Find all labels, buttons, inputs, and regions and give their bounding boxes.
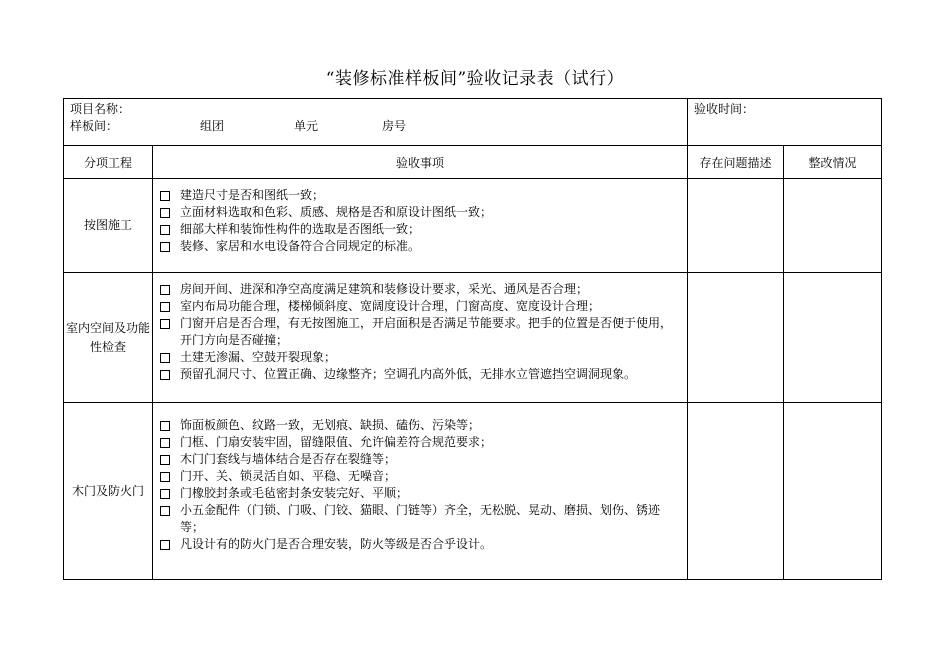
acceptance-time-label: 验收时间： [694,102,755,116]
checkbox-icon[interactable] [160,302,170,312]
checkbox-icon[interactable] [160,540,170,550]
group-label: 组团 [200,119,225,133]
unit-label: 单元 [294,119,319,133]
rectification-cell[interactable] [784,403,882,580]
checklist-item[interactable]: 门框、门扇安装牢固，留缝限值、允许偏差符合规范要求； [159,434,683,451]
checklist-item[interactable]: 饰面板颜色、纹路一致，无划痕、缺损、磕伤、污染等； [159,417,683,434]
checkbox-icon[interactable] [160,455,170,465]
form-title: “装修标准样板间”验收记录表（试行） [325,69,625,89]
rectification-cell[interactable] [784,273,882,403]
rectification-cell[interactable] [784,179,882,273]
checklist-item[interactable]: 预留孔洞尺寸、位置正确、边缘整齐；空调孔内高外低，无排水立管遮挡空调洞现象。 [159,366,683,383]
checkbox-icon[interactable] [160,489,170,499]
items-cell [153,179,688,273]
checkbox-icon[interactable] [160,285,170,295]
room-label: 房号 [382,119,407,133]
problems-cell[interactable] [688,403,784,580]
column-header-problems: 存在问题描述 [688,146,784,179]
column-header-rectification: 整改情况 [784,146,882,179]
acceptance-time-cell [688,99,882,146]
checkbox-icon[interactable] [160,506,170,516]
checklist-item[interactable]: 土建无渗漏、空鼓开裂现象； [159,349,683,366]
items-cell [153,403,688,580]
checkbox-icon[interactable] [160,191,170,201]
header-row [64,99,882,146]
checklist-item[interactable]: 门窗开启是否合理，有无按图施工，开启面积是否满足节能要求。把手的位置是否便于使用，开门方向是否碰撞； [159,315,683,349]
checklist-item[interactable]: 木门门套线与墙体结合是否存在裂缝等； [159,451,683,468]
category-cell: 室内空间及功能性检查 [64,273,153,403]
checkbox-icon[interactable] [160,319,170,329]
checklist-item[interactable]: 立面材料选取和色彩、质感、规格是否和原设计图纸一致； [159,204,683,221]
checkbox-icon[interactable] [160,472,170,482]
checklist-item[interactable]: 细部大样和装饰性构件的选取是否图纸一致； [159,221,683,238]
acceptance-record-table [63,98,882,580]
column-header-category: 分项工程 [64,146,153,179]
project-name-label: 项目名称： [70,102,131,116]
section-row-drawing-construction [64,179,882,273]
checklist-item[interactable]: 房间开间、进深和净空高度满足建筑和装修设计要求，采光、通风是否合理； [159,281,683,298]
problems-cell[interactable] [688,179,784,273]
checkbox-icon[interactable] [160,242,170,252]
checkbox-icon[interactable] [160,421,170,431]
sample-room-label: 样板间： [70,119,119,133]
checklist-item[interactable]: 小五金配件（门锁、门吸、门铰、猫眼、门链等）齐全，无松脱、晃动、磨损、划伤、锈迹等； [159,502,683,536]
checklist-item[interactable]: 门开、关、锁灵活自如、平稳、无噪音； [159,468,683,485]
checkbox-icon[interactable] [160,438,170,448]
checkbox-icon[interactable] [160,370,170,380]
items-cell [153,273,688,403]
sample-room-line [70,118,687,135]
section-row-wooden-fire-doors [64,403,882,580]
column-header-row [64,146,882,179]
checkbox-icon[interactable] [160,225,170,235]
checklist-item[interactable]: 建造尺寸是否和图纸一致； [159,187,683,204]
header-info-cell [64,99,688,146]
problems-cell[interactable] [688,273,784,403]
column-header-items: 验收事项 [153,146,688,179]
checklist-item[interactable]: 装修、家居和水电设备符合合同规定的标准。 [159,238,683,255]
category-cell: 按图施工 [64,179,153,273]
checkbox-icon[interactable] [160,353,170,363]
section-row-indoor-space [64,273,882,403]
checklist-item[interactable]: 室内布局功能合理，楼梯倾斜度、宽阔度设计合理，门窗高度、宽度设计合理； [159,298,683,315]
category-cell: 木门及防火门 [64,403,153,580]
checklist-item[interactable]: 凡设计有的防火门是否合理安装，防火等级是否合乎设计。 [159,536,683,553]
checkbox-icon[interactable] [160,208,170,218]
checklist-item[interactable]: 门橡胶封条或毛毡密封条安装完好、平顺； [159,485,683,502]
